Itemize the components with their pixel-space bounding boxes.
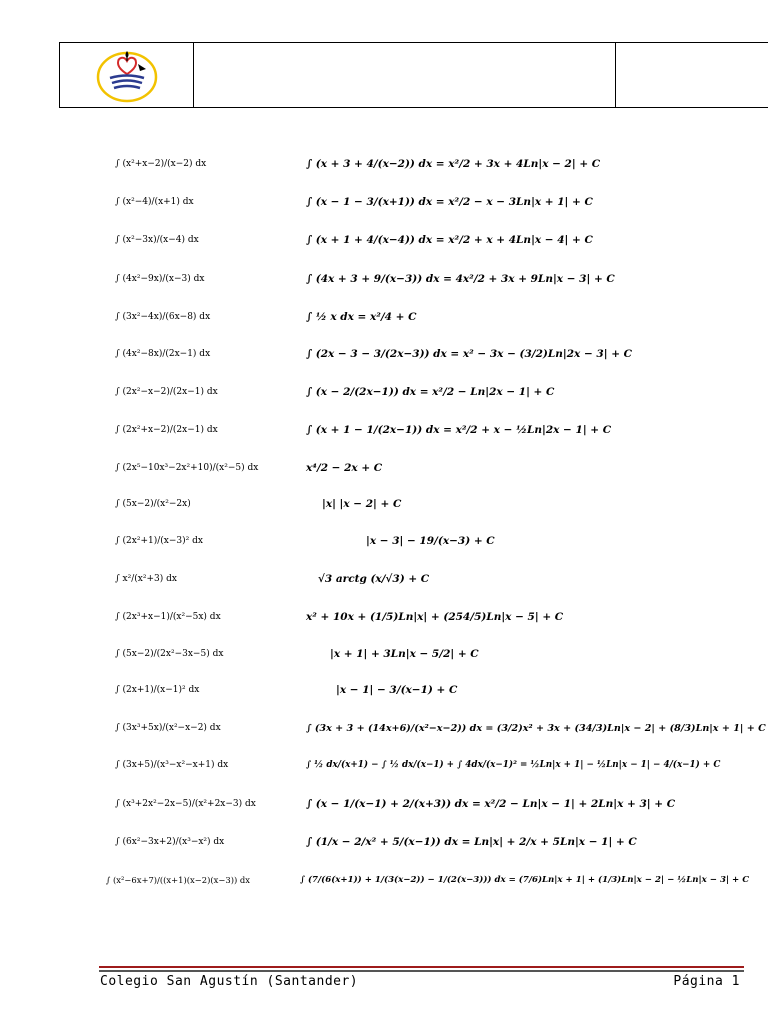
integral-solution: ∫ (x + 3 + 4/(x−2)) dx = x²/2 + 3x + 4Ln|x − 2| + C: [306, 158, 601, 170]
exercise-row: [0, 184, 768, 220]
integral-solution: ∫ (x − 2/(2x−1)) dx = x²/2 − Ln|2x − 1| + C: [306, 386, 555, 398]
header-table: [59, 42, 768, 108]
integral-problem: ∫ (x²−3x)/(x−4) dx: [115, 235, 199, 245]
exercise-row: [0, 523, 768, 559]
integral-solution: ∫ ½ dx/(x+1) − ∫ ½ dx/(x−1) + ∫ 4dx/(x−1)² = ½Ln|x + 1| − ½Ln|x − 1| − 4/(x−1) + C: [306, 760, 721, 770]
exercise-row: [0, 412, 768, 448]
integral-solution: ∫ (7/(6(x+1)) + 1/(3(x−2)) − 1/(2(x−3))) dx = (7/6)Ln|x + 1| + (1/3)Ln|x − 2| − ½Ln|x − 3| + C: [300, 875, 750, 885]
integral-problem: ∫ (2x+1)/(x−1)² dx: [115, 685, 200, 695]
integral-solution: |x + 1| + 3Ln|x − 5/2| + C: [330, 648, 479, 660]
exercise-row: [0, 486, 768, 522]
exercise-row: [0, 672, 768, 708]
integral-solution: ∫ (x − 1 − 3/(x+1)) dx = x²/2 − x − 3Ln|x + 1| + C: [306, 196, 593, 208]
footer-school-name: Colegio San Agustín (Santander): [100, 974, 359, 989]
integral-problem: ∫ (x³+2x²−2x−5)/(x²+2x−3) dx: [115, 799, 256, 809]
exercise-row: [0, 824, 768, 860]
integral-solution: ∫ (x + 1 + 4/(x−4)) dx = x²/2 + x + 4Ln|x − 4| + C: [306, 234, 593, 246]
exercise-row: [0, 450, 768, 486]
footer-page-number: Página 1: [673, 974, 740, 989]
exercise-row: [0, 561, 768, 597]
exercise-row: [0, 261, 768, 297]
integral-solution: ∫ (3x + 3 + (14x+6)/(x²−x−2)) dx = (3/2)x² + 3x + (34/3)Ln|x − 2| + (8/3)Ln|x + 1| + C: [306, 722, 766, 734]
exercise-row: [0, 222, 768, 258]
exercise-row: [0, 146, 768, 182]
footer-line-red: [99, 966, 744, 968]
integral-solution: ∫ (x + 1 − 1/(2x−1)) dx = x²/2 + x − ½Ln|2x − 1| + C: [306, 424, 612, 436]
integral-solution: ∫ ½ x dx = x²/4 + C: [306, 311, 417, 323]
integral-problem: ∫ x²/(x²+3) dx: [115, 574, 177, 584]
header-title-cell: [193, 43, 616, 107]
integral-solution: ∫ (1/x − 2/x² + 5/(x−1)) dx = Ln|x| + 2/x + 5Ln|x − 1| + C: [306, 836, 637, 848]
integral-problem: ∫ (5x−2)/(2x²−3x−5) dx: [115, 649, 224, 659]
integral-problem: ∫ (3x³+5x)/(x²−x−2) dx: [115, 723, 221, 733]
exercise-row: [0, 336, 768, 372]
exercise-row: [0, 710, 768, 746]
exercise-row: [0, 862, 768, 898]
exercise-row: [0, 636, 768, 672]
footer-line-dark: [99, 970, 744, 972]
integral-solution: ∫ (4x + 3 + 9/(x−3)) dx = 4x²/2 + 3x + 9Ln|x − 3| + C: [306, 273, 615, 285]
integral-solution: ∫ (2x − 3 − 3/(2x−3)) dx = x² − 3x − (3/2)Ln|2x − 3| + C: [306, 348, 633, 360]
integral-problem: ∫ (2x²−x−2)/(2x−1) dx: [115, 387, 218, 397]
exercise-row: [0, 599, 768, 635]
header-right-cell: [616, 43, 768, 107]
integral-problem: ∫ (4x²−8x)/(2x−1) dx: [115, 349, 211, 359]
integral-solution: |x − 3| − 19/(x−3) + C: [366, 535, 495, 547]
integral-solution: √3 arctg (x/√3) + C: [318, 573, 430, 585]
integral-problem: ∫ (2x²+x−2)/(2x−1) dx: [115, 425, 218, 435]
integral-problem: ∫ (2x²+1)/(x−3)² dx: [115, 536, 203, 546]
integral-problem: ∫ (4x²−9x)/(x−3) dx: [115, 274, 205, 284]
integral-solution: |x| |x − 2| + C: [322, 498, 402, 510]
integral-solution: |x − 1| − 3/(x−1) + C: [336, 684, 458, 696]
exercise-row: [0, 786, 768, 822]
school-crest-icon: [96, 47, 158, 103]
integral-problem: ∫ (3x²−4x)/(6x−8) dx: [115, 312, 211, 322]
integral-problem: ∫ (x²+x−2)/(x−2) dx: [115, 159, 207, 169]
integral-problem: ∫ (2x⁵−10x³−2x²+10)/(x²−5) dx: [115, 463, 259, 473]
exercise-row: [0, 747, 768, 783]
header-logo-cell: [60, 43, 194, 107]
integral-problem: ∫ (3x+5)/(x³−x²−x+1) dx: [115, 760, 229, 770]
integral-problem: ∫ (2x³+x−1)/(x²−5x) dx: [115, 612, 221, 622]
integral-problem: ∫ (6x²−3x+2)/(x³−x²) dx: [115, 837, 225, 847]
integral-solution: x² + 10x + (1/5)Ln|x| + (254/5)Ln|x − 5| + C: [306, 611, 564, 623]
integral-problem: ∫ (x²−4)/(x+1) dx: [115, 197, 194, 207]
exercise-row: [0, 374, 768, 410]
integral-solution: ∫ (x − 1/(x−1) + 2/(x+3)) dx = x²/2 − Ln|x − 1| + 2Ln|x + 3| + C: [306, 798, 676, 810]
footer-divider: [99, 966, 744, 973]
integral-problem: ∫ (x²−6x+7)/((x+1)(x−2)(x−3)) dx: [106, 875, 250, 885]
exercise-row: [0, 299, 768, 335]
integral-problem: ∫ (5x−2)/(x²−2x): [115, 499, 191, 509]
integral-solution: x⁴/2 − 2x + C: [306, 462, 383, 474]
